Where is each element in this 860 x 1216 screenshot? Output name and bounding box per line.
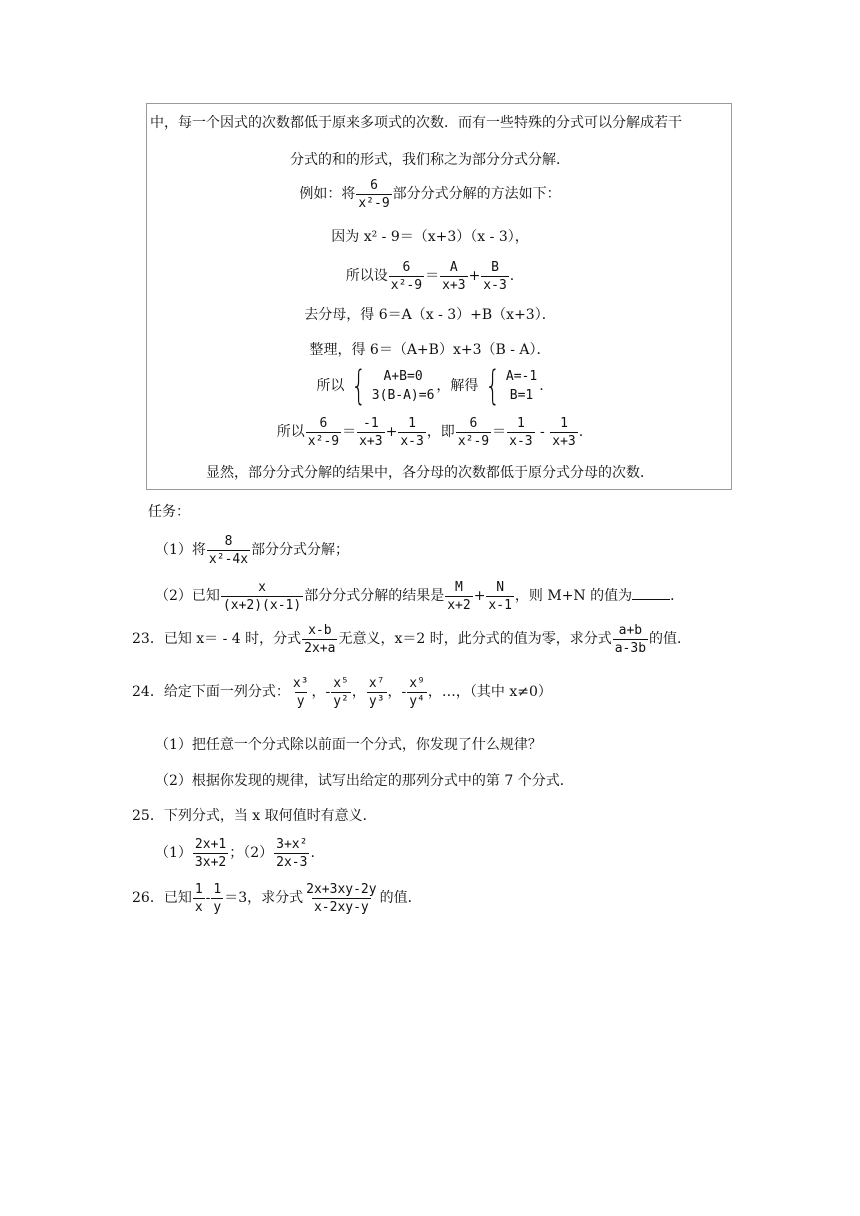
fraction: $\frac{a+b}{a-3b}$: [614, 622, 647, 656]
intro-line-2: 分式的和的形式，我们称之为部分分式分解．: [290, 152, 570, 168]
question-24-part-1: （1）把任意一个分式除以前面一个分式，你发现了什么规律？: [155, 737, 542, 753]
solution-system: { A=-1 B=1: [485, 363, 538, 409]
example-line: [0, 176, 860, 212]
left-brace-icon: {: [485, 363, 501, 409]
intro-line-1: 中，每一个因式的次数都低于原来多项式的次数．而有一些特殊的分式可以分解成若干: [150, 115, 682, 131]
task-label: 任务：: [148, 504, 190, 520]
fraction: $\frac{\text{3+x²}}{2x-3}$: [276, 836, 308, 870]
fraction: $\frac{M}{x+2}$: [447, 579, 471, 613]
fraction: $\frac{-1}{x+3}$: [359, 415, 383, 449]
fraction: $\frac{\text{x³}}{y}$: [292, 675, 309, 709]
fraction: $\frac{6}{\text{x²-9}}$: [390, 259, 423, 293]
fraction: $\frac{6}{\text{x²-9}}$: [307, 415, 340, 449]
fraction: $\frac{2x+1}{3x+2}$: [194, 836, 227, 870]
arrange-line: 整理，得 6＝（A+B）x+3（B - A）．: [309, 342, 551, 358]
answer-blank: [632, 585, 670, 600]
fraction: $\frac{A}{x+3}$: [442, 259, 466, 293]
example-suffix: 部分分式分解的方法如下：: [392, 186, 561, 202]
clear-denominator-line: 去分母，得 6＝A（x - 3）+B（x+3）．: [304, 307, 556, 323]
task-2: （2）已知 $\frac{x}{(x+2)(x-1)}$ 部分分式分解的结果是 $\frac{M}{x+2}$ + $\frac{N}{x-1}$ ，则 M+N 的值为 ．: [155, 579, 685, 613]
fraction: $\frac{N}{x-1}$: [488, 579, 512, 613]
question-23: 23．已知 x＝ - 4 时，分式 $\frac{x-b}{2x+a}$ 无意义，x＝2 时，此分式的值为零，求分式 $\frac{a+b}{a-3b}$ 的值．: [132, 622, 692, 656]
question-26: 26．已知 $\frac{1}{x}$ - $\frac{1}{y}$ ＝3，求分式 $\frac{2x+3xy-2y}{x-2xy-y}$ 的值．: [132, 881, 422, 915]
fraction: $\frac{1}{x-3}$: [400, 415, 424, 449]
let-line: 所以设 $\frac{6}{\text{x²-9}}$ ＝ $\frac{A}{x+3}$ + $\frac{B}{x-3}$ .: [345, 259, 515, 293]
fraction: $\frac{x}{(x+2)(x-1)}$: [222, 579, 302, 613]
fraction: $\frac{\text{x⁷}}{\text{y³}}$: [368, 675, 385, 709]
fraction: $\frac{6}{\text{x²-9}}$: [358, 177, 390, 211]
fraction: $\frac{1}{x}$: [194, 881, 203, 915]
question-24: 24．给定下面一列分式： $\frac{\text{x³}}{y}$ ，- $\frac{\text{x⁵}}{\text{y²}}$ ， $\frac{\text{x⁷}}{\text{y³}}$ ，- $\frac{\text{x⁹}}{\text{y⁴}}$ ，…，（其中 x≠0）: [132, 675, 552, 709]
fraction: $\frac{\text{x⁹}}{\text{y⁴}}$: [409, 675, 425, 709]
because-line: 因为 x² - 9＝（x+3）（x - 3），: [331, 229, 529, 245]
left-brace-icon: {: [351, 363, 367, 409]
fraction: $\frac{B}{x-3}$: [483, 259, 507, 293]
fraction: $\frac{\text{x⁵}}{\text{y²}}$: [333, 675, 349, 709]
question-25: 25．下列分式，当 x 取何值时有意义．: [132, 808, 377, 824]
fraction: $\frac{6}{\text{x²-9}}$: [457, 415, 490, 449]
conclusion-line: 显然，部分分式分解的结果中，各分母的次数都低于原分式分母的次数．: [206, 465, 654, 481]
fraction: $\frac{1}{x-3}$: [509, 415, 533, 449]
fraction: $\frac{2x+3xy-2y}{x-2xy-y}$: [306, 881, 377, 915]
fraction: $\frac{1}{x+3}$: [552, 415, 576, 449]
question-24-part-2: （2）根据你发现的规律，试写出给定的那列分式中的第 7 个分式．: [155, 773, 574, 789]
result-line: 所以 $\frac{6}{\text{x²-9}}$ ＝ $\frac{-1}{x+3}$ + $\frac{1}{x-3}$ ，即 $\frac{6}{\text{x²-9}}$ ＝ $\frac{1}{x-3}$ - $\frac{1}{x+3}$ .: [276, 415, 584, 449]
fraction: $\frac{x-b}{2x+a}$: [304, 622, 336, 656]
equation-system: { A+B=0 3(B-A)=6: [351, 363, 435, 409]
example-prefix: 例如：将: [299, 186, 356, 202]
question-25-parts: （1） $\frac{2x+1}{3x+2}$ ；（2） $\frac{\text{3+x²}}{2x-3}$ .: [155, 836, 315, 870]
task-1: （1）将 $\frac{8}{\text{x²-4x}}$ 部分分式分解；: [155, 533, 350, 567]
system-line: 所以 { A+B=0 3(B-A)=6 ，解得 { A=-1 B=1 .: [316, 363, 544, 409]
fraction: $\frac{8}{\text{x²-4x}}$: [208, 533, 249, 567]
fraction: $\frac{1}{y}$: [213, 881, 222, 915]
